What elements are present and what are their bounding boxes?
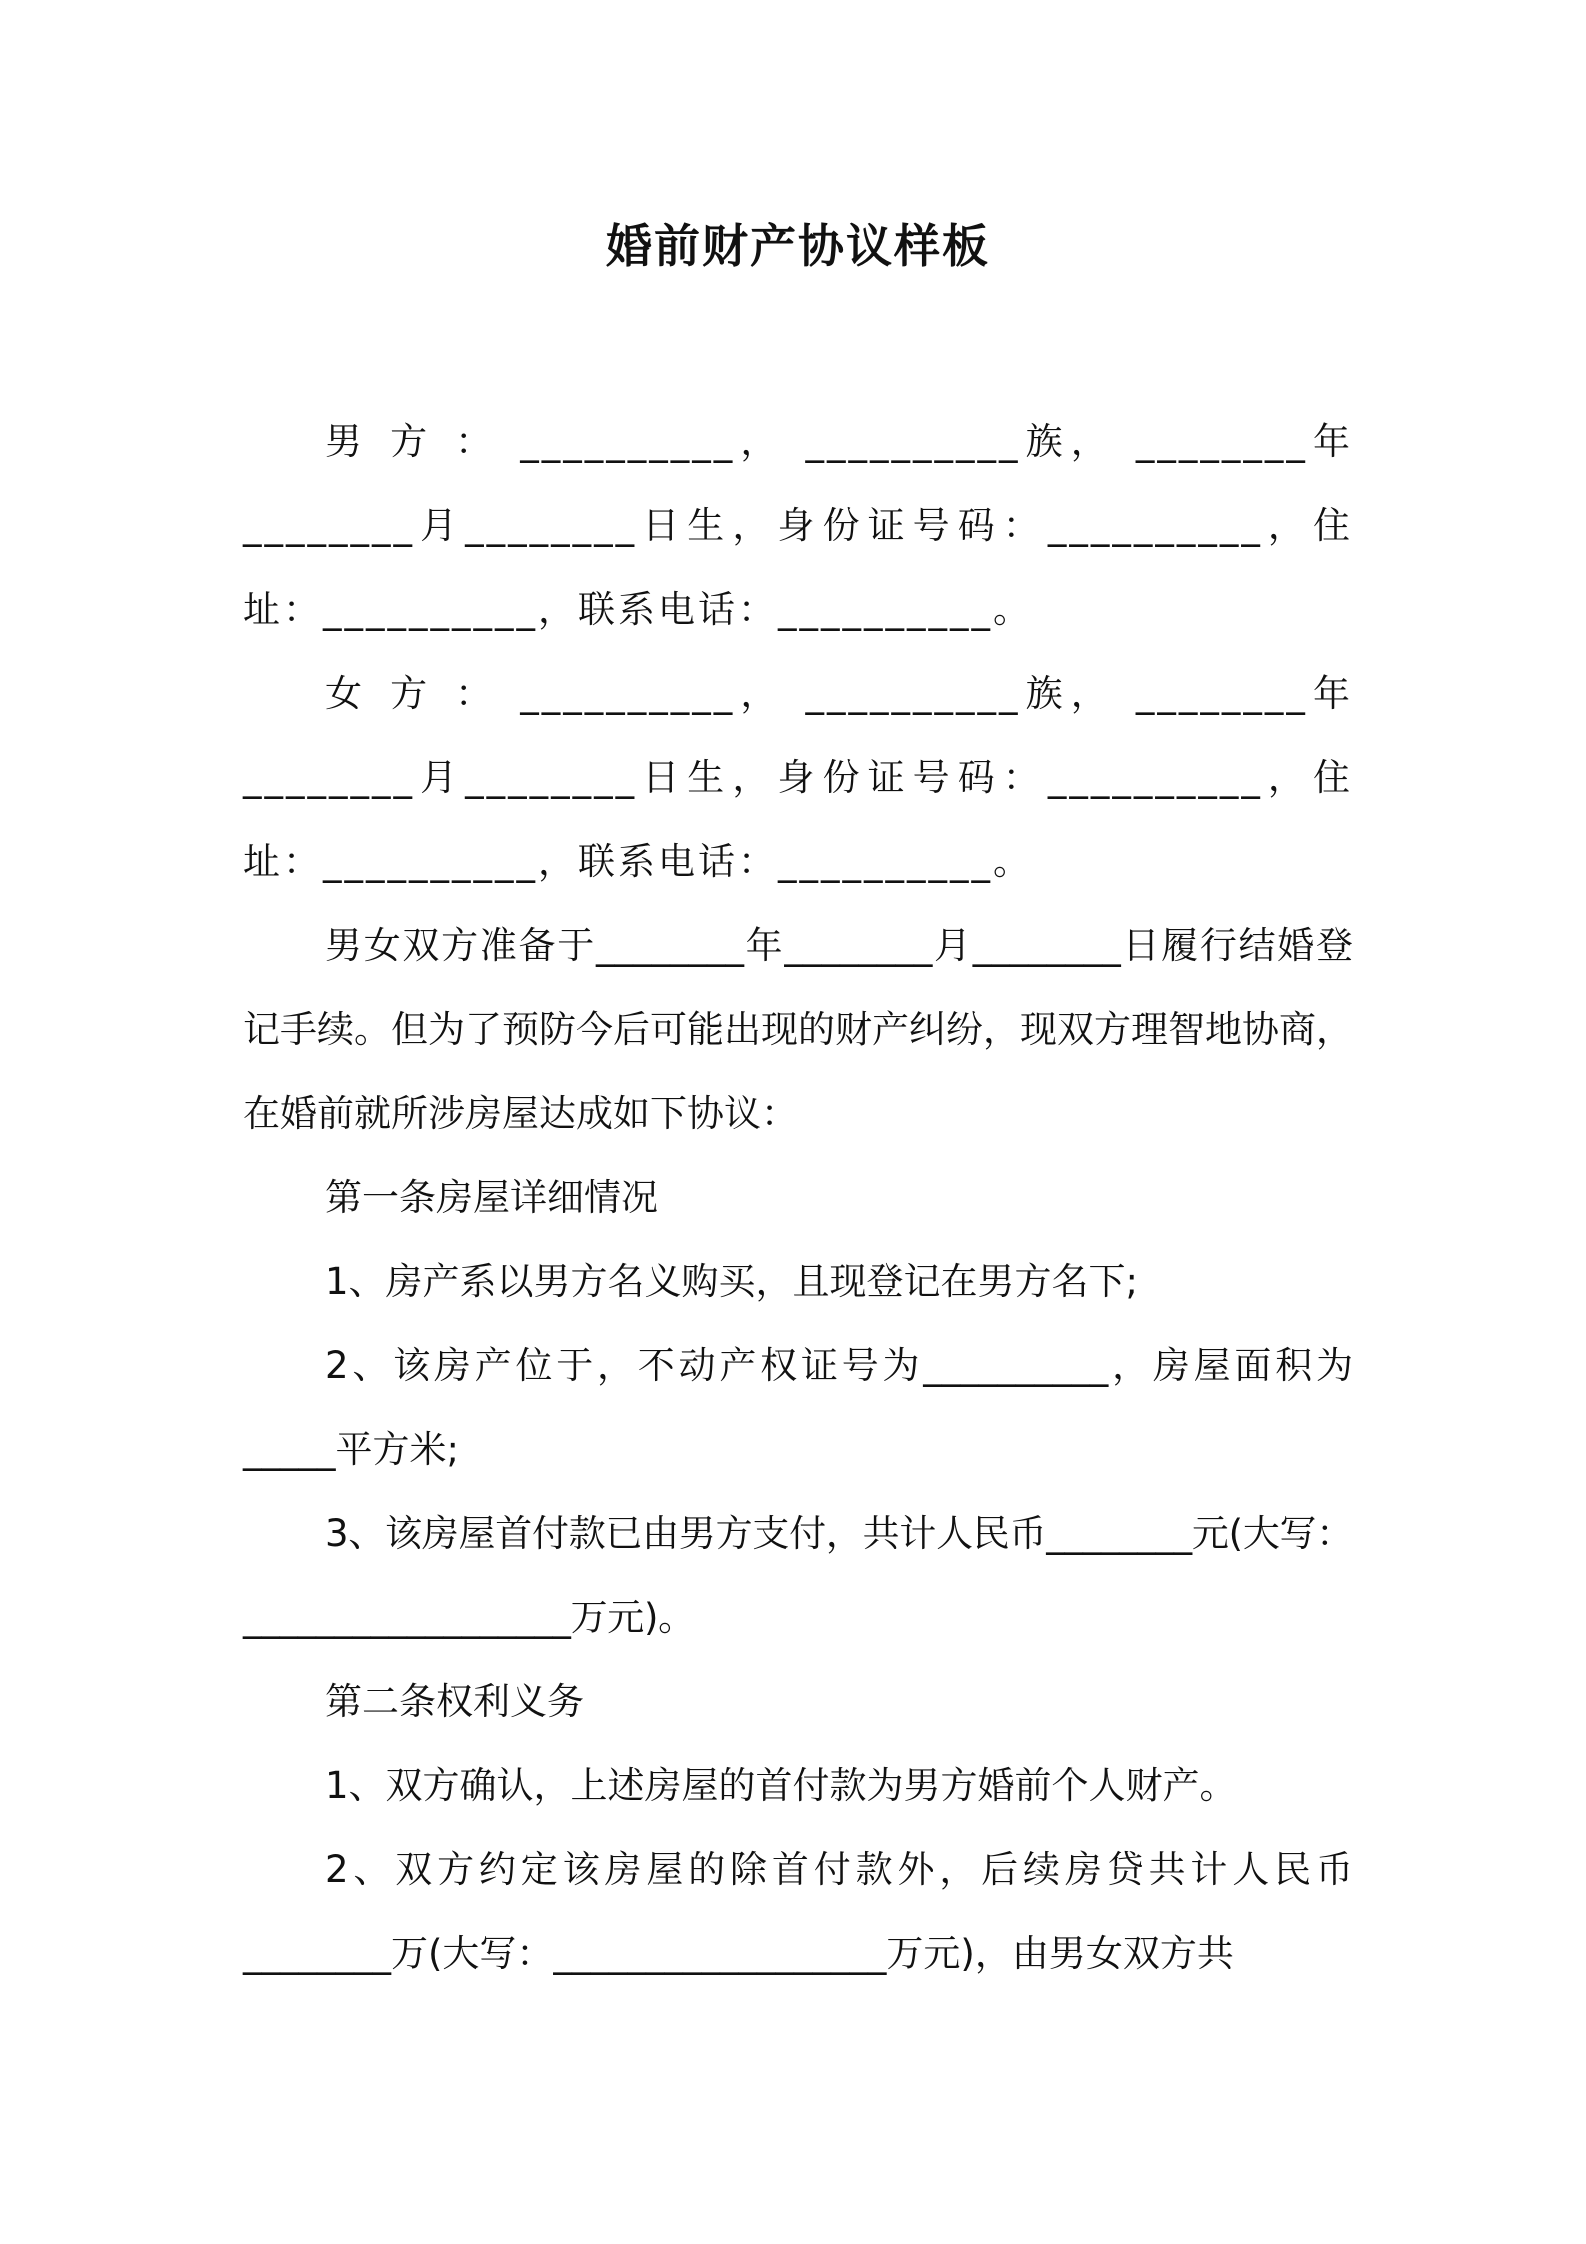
article-1-heading: 第一条房屋详细情况 xyxy=(325,1176,658,1219)
article-2-heading: 第二条权利义务 xyxy=(325,1680,584,1723)
intro-paragraph: 男女双方准备于________年________月________日履行结婚登记手续。但为了预防今后可能出现的财产纠纷，现双方理智地协商，在婚前就所涉房屋达成如下协议： xyxy=(243,924,1353,1135)
article-2-item-2: 2、双方约定该房屋的除首付款外，后续房贷共计人民币________万(大写：__________________万元)，由男女双方共 xyxy=(243,1848,1353,1975)
female-party-paragraph: 女 方 ： __________， __________族， ________年________月________日生，身份证号码：__________，住址：__________，联系电话：__________。 xyxy=(243,672,1353,883)
article-1-item-1: 1、房产系以男方名义购买，且现登记在男方名下; xyxy=(325,1260,1139,1303)
document-body xyxy=(243,400,1353,1996)
article-2-item-1: 1、双方确认，上述房屋的首付款为男方婚前个人财产。 xyxy=(325,1764,1237,1807)
article-1-item-3: 3、该房屋首付款已由男方支付，共计人民币________元(大写：__________________万元)。 xyxy=(243,1512,1353,1639)
article-1-item-2: 2、该房产位于，不动产权证号为__________，房屋面积为_____平方米; xyxy=(243,1344,1353,1471)
document-title: 婚前财产协议样板 xyxy=(606,219,990,273)
male-party-paragraph: 男 方 ： __________， __________族， ________年________月________日生，身份证号码：__________，住址：__________，联系电话：__________。 xyxy=(243,420,1353,631)
document-page xyxy=(243,0,1353,2244)
